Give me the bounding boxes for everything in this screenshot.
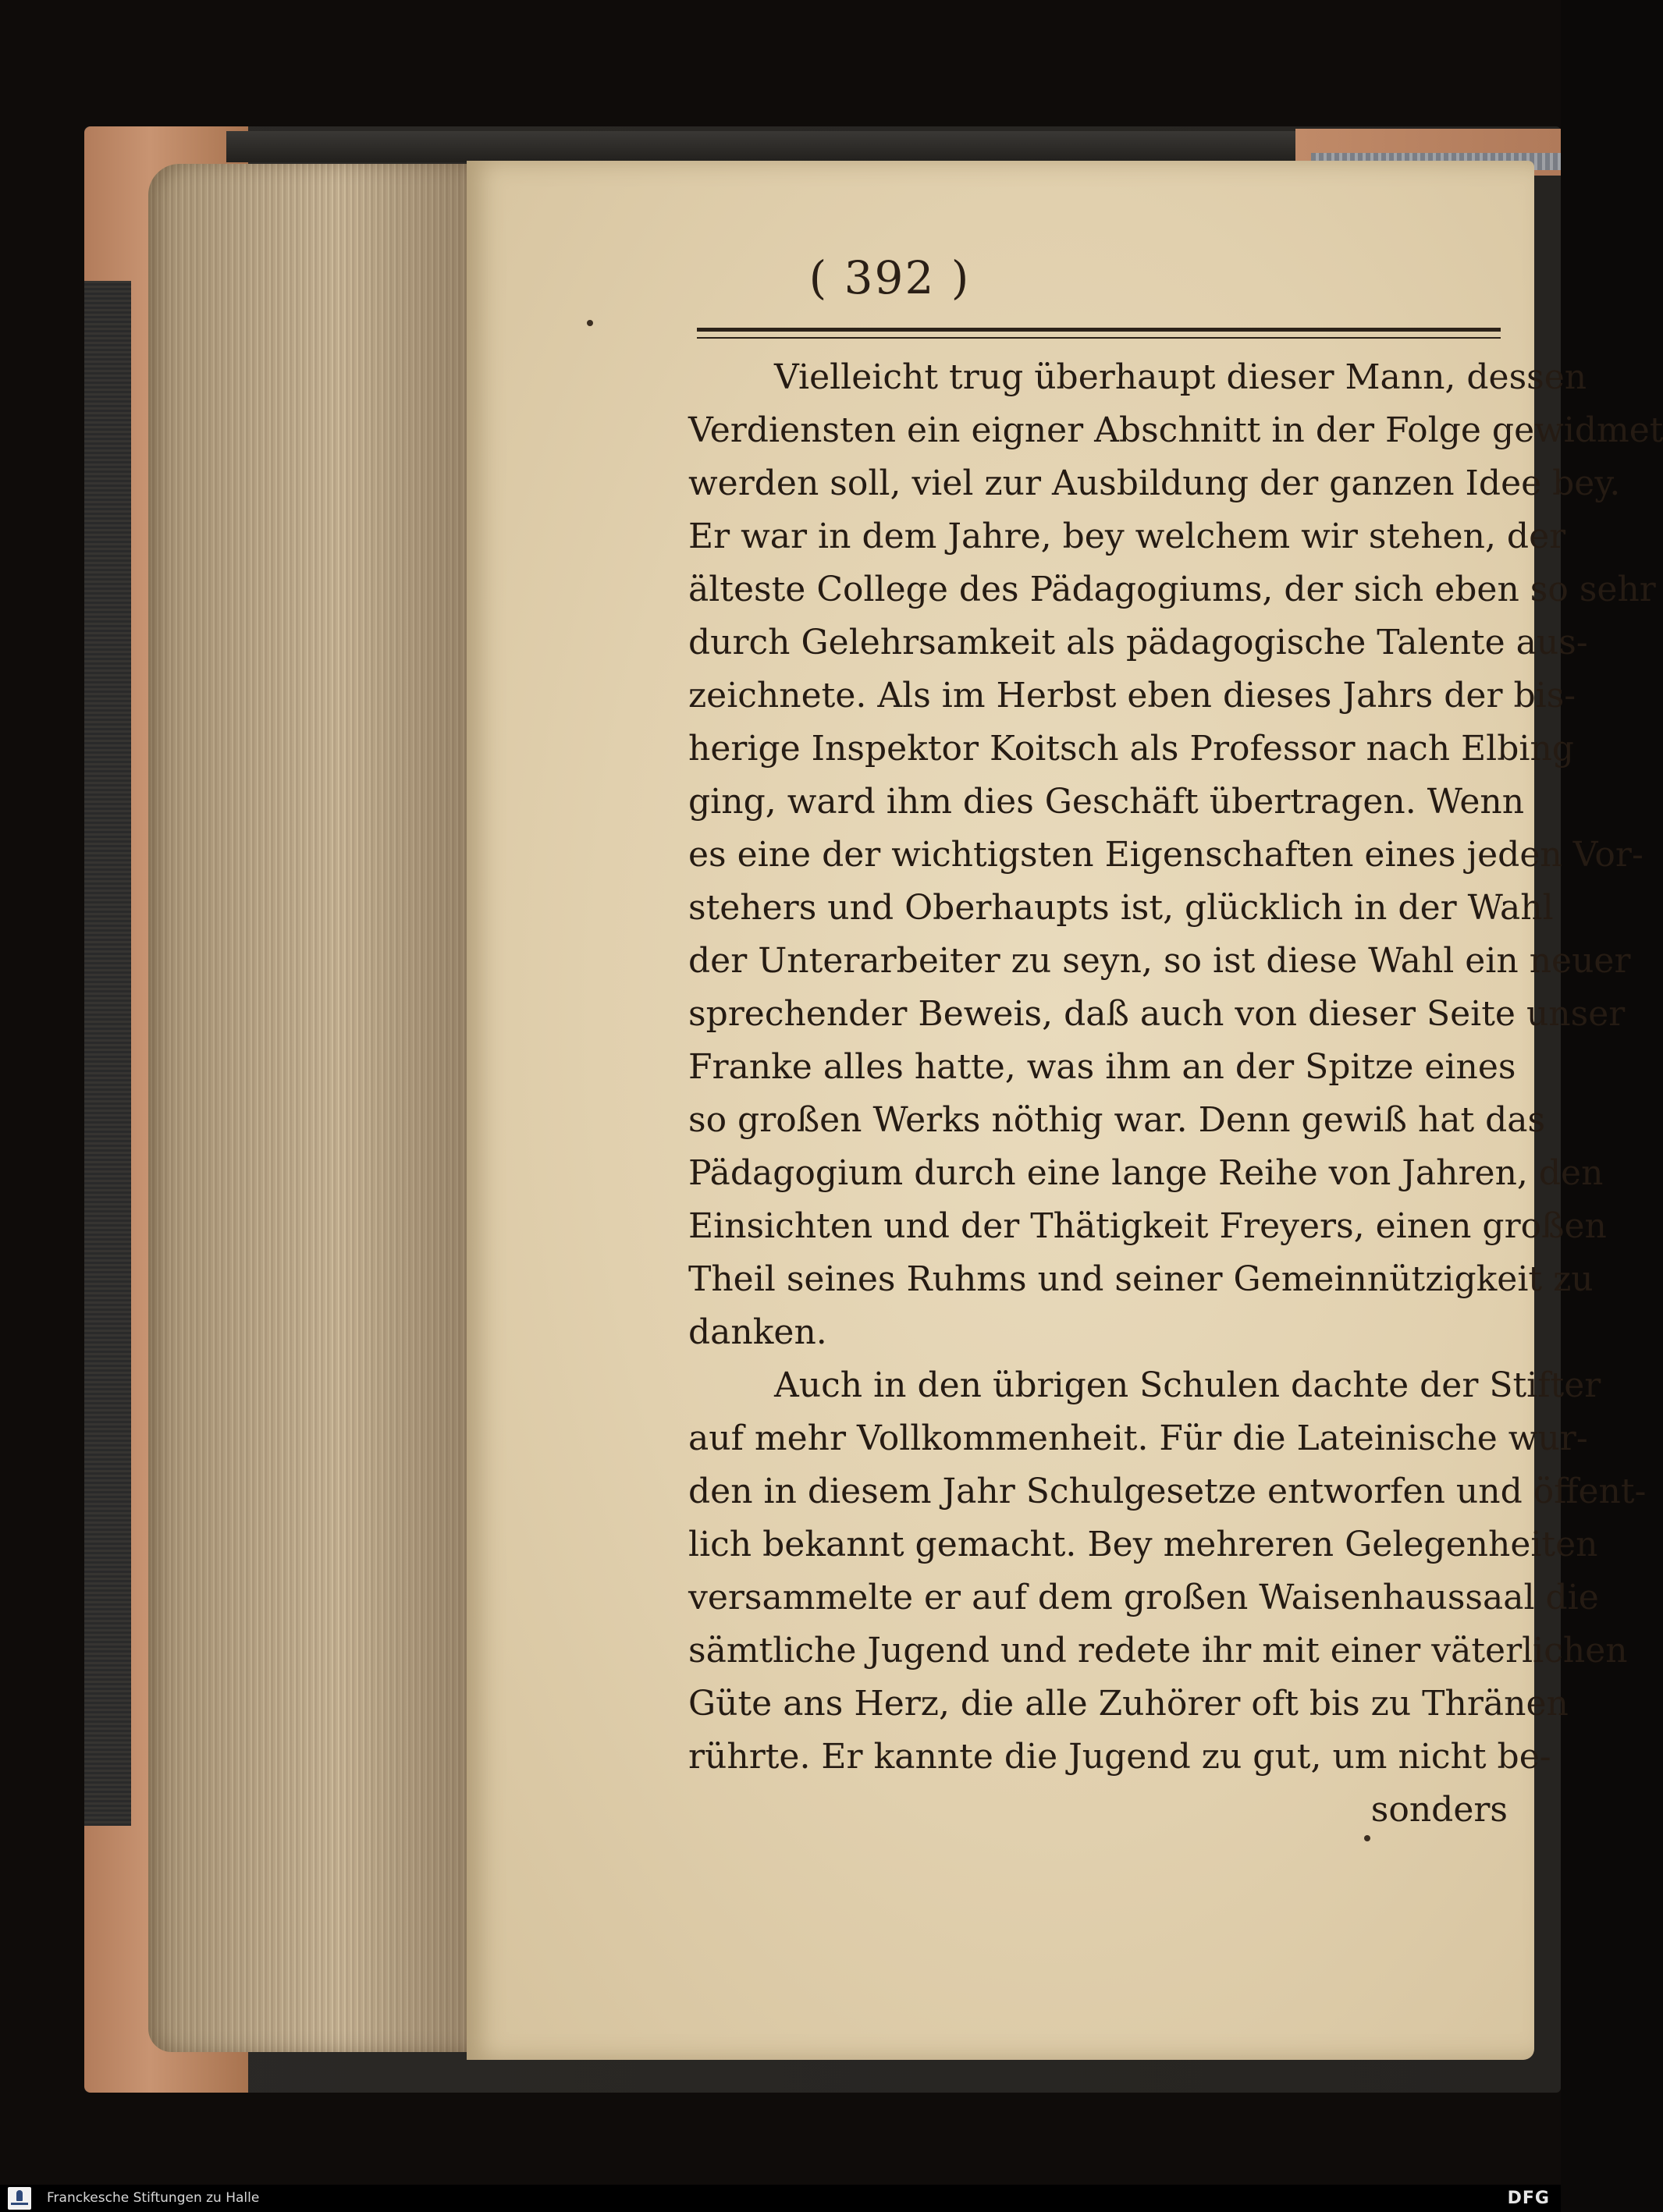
text-line: zeichnete. Als im Herbst eben dieses Jahrs der bis- xyxy=(688,676,1576,715)
paper-speck xyxy=(587,320,593,326)
text-line: es eine der wichtigsten Eigenschaften eines jeden Vor- xyxy=(688,835,1643,875)
text-line: durch Gelehrsamkeit als pädagogische Talente aus- xyxy=(688,623,1588,662)
text-line: den in diesem Jahr Schulgesetze entworfen und öffent- xyxy=(688,1472,1647,1511)
text-line: der Unterarbeiter zu seyn, so ist diese Wahl ein neuer xyxy=(688,941,1631,981)
text-line: Er war in dem Jahre, bey welchem wir stehen, der xyxy=(688,517,1566,556)
text-line: Pädagogium durch eine lange Reihe von Jahren, den xyxy=(688,1153,1604,1193)
text-line: Güte ans Herz, die alle Zuhörer oft bis zu Thränen xyxy=(688,1684,1569,1724)
header-rule-thick xyxy=(697,328,1501,332)
text-line: Verdiensten ein eigner Abschnitt in der Folge gewidmet xyxy=(688,410,1663,450)
footer-institution: Franckesche Stiftungen zu Halle xyxy=(47,2190,260,2206)
page-edges xyxy=(148,164,468,2052)
text-line: danken. xyxy=(688,1312,827,1352)
text-line: Theil seines Ruhms und seiner Gemeinnützigkeit zu xyxy=(688,1259,1594,1299)
text-line: Einsichten und der Thätigkeit Freyers, einen großen xyxy=(688,1206,1607,1246)
text-line: ging, ward ihm dies Geschäft übertragen. Wenn xyxy=(688,782,1525,822)
text-line: werden soll, viel zur Ausbildung der ganzen Idee bey. xyxy=(688,463,1621,503)
cover-cloth-panel xyxy=(84,281,131,1826)
text-line: Franke alles hatte, was ihm an der Spitze eines xyxy=(688,1047,1516,1087)
text-line: versammelte er auf dem großen Waisenhaussaal die xyxy=(688,1578,1599,1617)
text-line: rührte. Er kannte die Jugend zu gut, um nicht be- xyxy=(688,1737,1551,1777)
text-line: stehers und Oberhaupts ist, glücklich in der Wahl xyxy=(688,888,1554,928)
text-line: herige Inspektor Koitsch als Professor nach Elbing xyxy=(688,729,1574,769)
text-line: Vielleicht trug überhaupt dieser Mann, dessen xyxy=(774,357,1587,397)
text-line: älteste College des Pädagogiums, der sich eben so sehr xyxy=(688,570,1656,609)
text-line: so großen Werks nöthig war. Denn gewiß hat das xyxy=(688,1100,1546,1140)
text-line: sämtliche Jugend und redete ihr mit einer väterlichen xyxy=(688,1631,1628,1671)
text-line: sprechender Beweis, daß auch von dieser Seite unser xyxy=(688,994,1626,1034)
text-line: auf mehr Vollkommenheit. Für die Lateinische wur- xyxy=(688,1418,1588,1458)
catchword: sonders xyxy=(1370,1790,1508,1830)
body-text xyxy=(688,351,1663,1837)
text-line: lich bekannt gemacht. Bey mehreren Gelegenheiten xyxy=(688,1525,1598,1564)
page-number: ( 392 ) xyxy=(808,251,971,304)
footer-dfg-logo: DFG xyxy=(1507,2189,1550,2208)
header-rule-thin xyxy=(697,337,1501,339)
francke-logo-icon xyxy=(8,2187,31,2210)
text-line: Auch in den übrigen Schulen dachte der Stifter xyxy=(774,1365,1601,1405)
